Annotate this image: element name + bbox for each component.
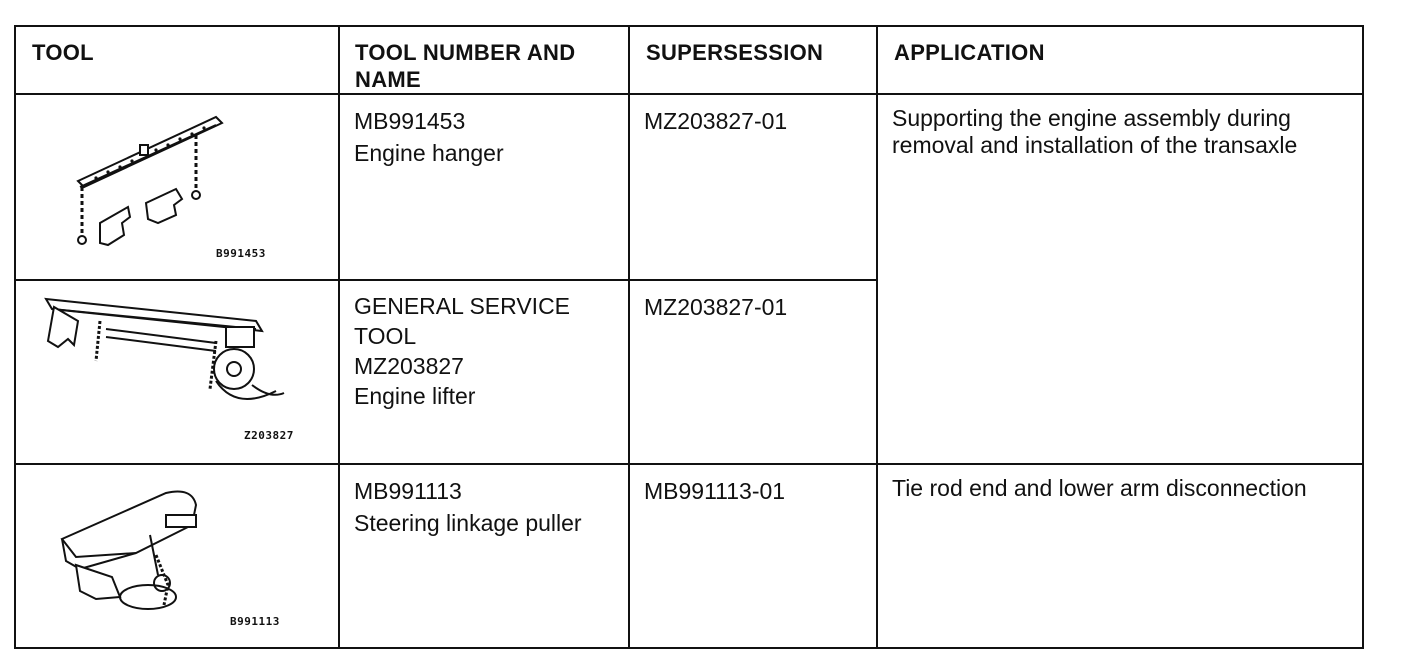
header-row [15, 26, 1363, 94]
tool-code-label: B991113 [230, 615, 280, 628]
header-supersession: SUPERSESSION [629, 26, 877, 94]
tool-number: MB991113 [354, 478, 462, 504]
table-row [15, 94, 1363, 280]
application-cell: Supporting the engine assembly during removal and installation of the transaxle [877, 94, 1363, 464]
steering-linkage-puller-illustration [16, 465, 338, 647]
table-row [15, 464, 1363, 648]
supersession-cell: MZ203827-01 [629, 280, 877, 464]
tool-number-name-cell [339, 94, 629, 280]
tool-name: Steering linkage puller [354, 510, 582, 536]
tool-name: Engine hanger [354, 140, 504, 166]
engine-hanger-illustration [16, 95, 338, 279]
tool-number-name-cell [339, 280, 629, 464]
tool-code-label: Z203827 [244, 429, 294, 442]
tool-name: Engine lifter [354, 383, 476, 409]
tool-number: MB991453 [354, 108, 466, 134]
tool-number-name-cell [339, 464, 629, 648]
tool-number: MZ203827 [354, 353, 464, 379]
tool-illustration-cell [15, 94, 339, 280]
tool-category: GENERAL SERVICE TOOL [354, 293, 571, 349]
tool-code-label: B991453 [216, 247, 266, 260]
supersession-cell: MZ203827-01 [629, 94, 877, 280]
tool-illustration-cell [15, 464, 339, 648]
supersession-cell: MB991113-01 [629, 464, 877, 648]
header-application: APPLICATION [877, 26, 1363, 94]
header-tool: TOOL [15, 26, 339, 94]
tool-illustration-cell [15, 280, 339, 464]
special-tools-table [14, 25, 1364, 649]
header-tool-number-name: TOOL NUMBER AND NAME [339, 26, 629, 94]
application-cell: Tie rod end and lower arm disconnection [877, 464, 1363, 648]
